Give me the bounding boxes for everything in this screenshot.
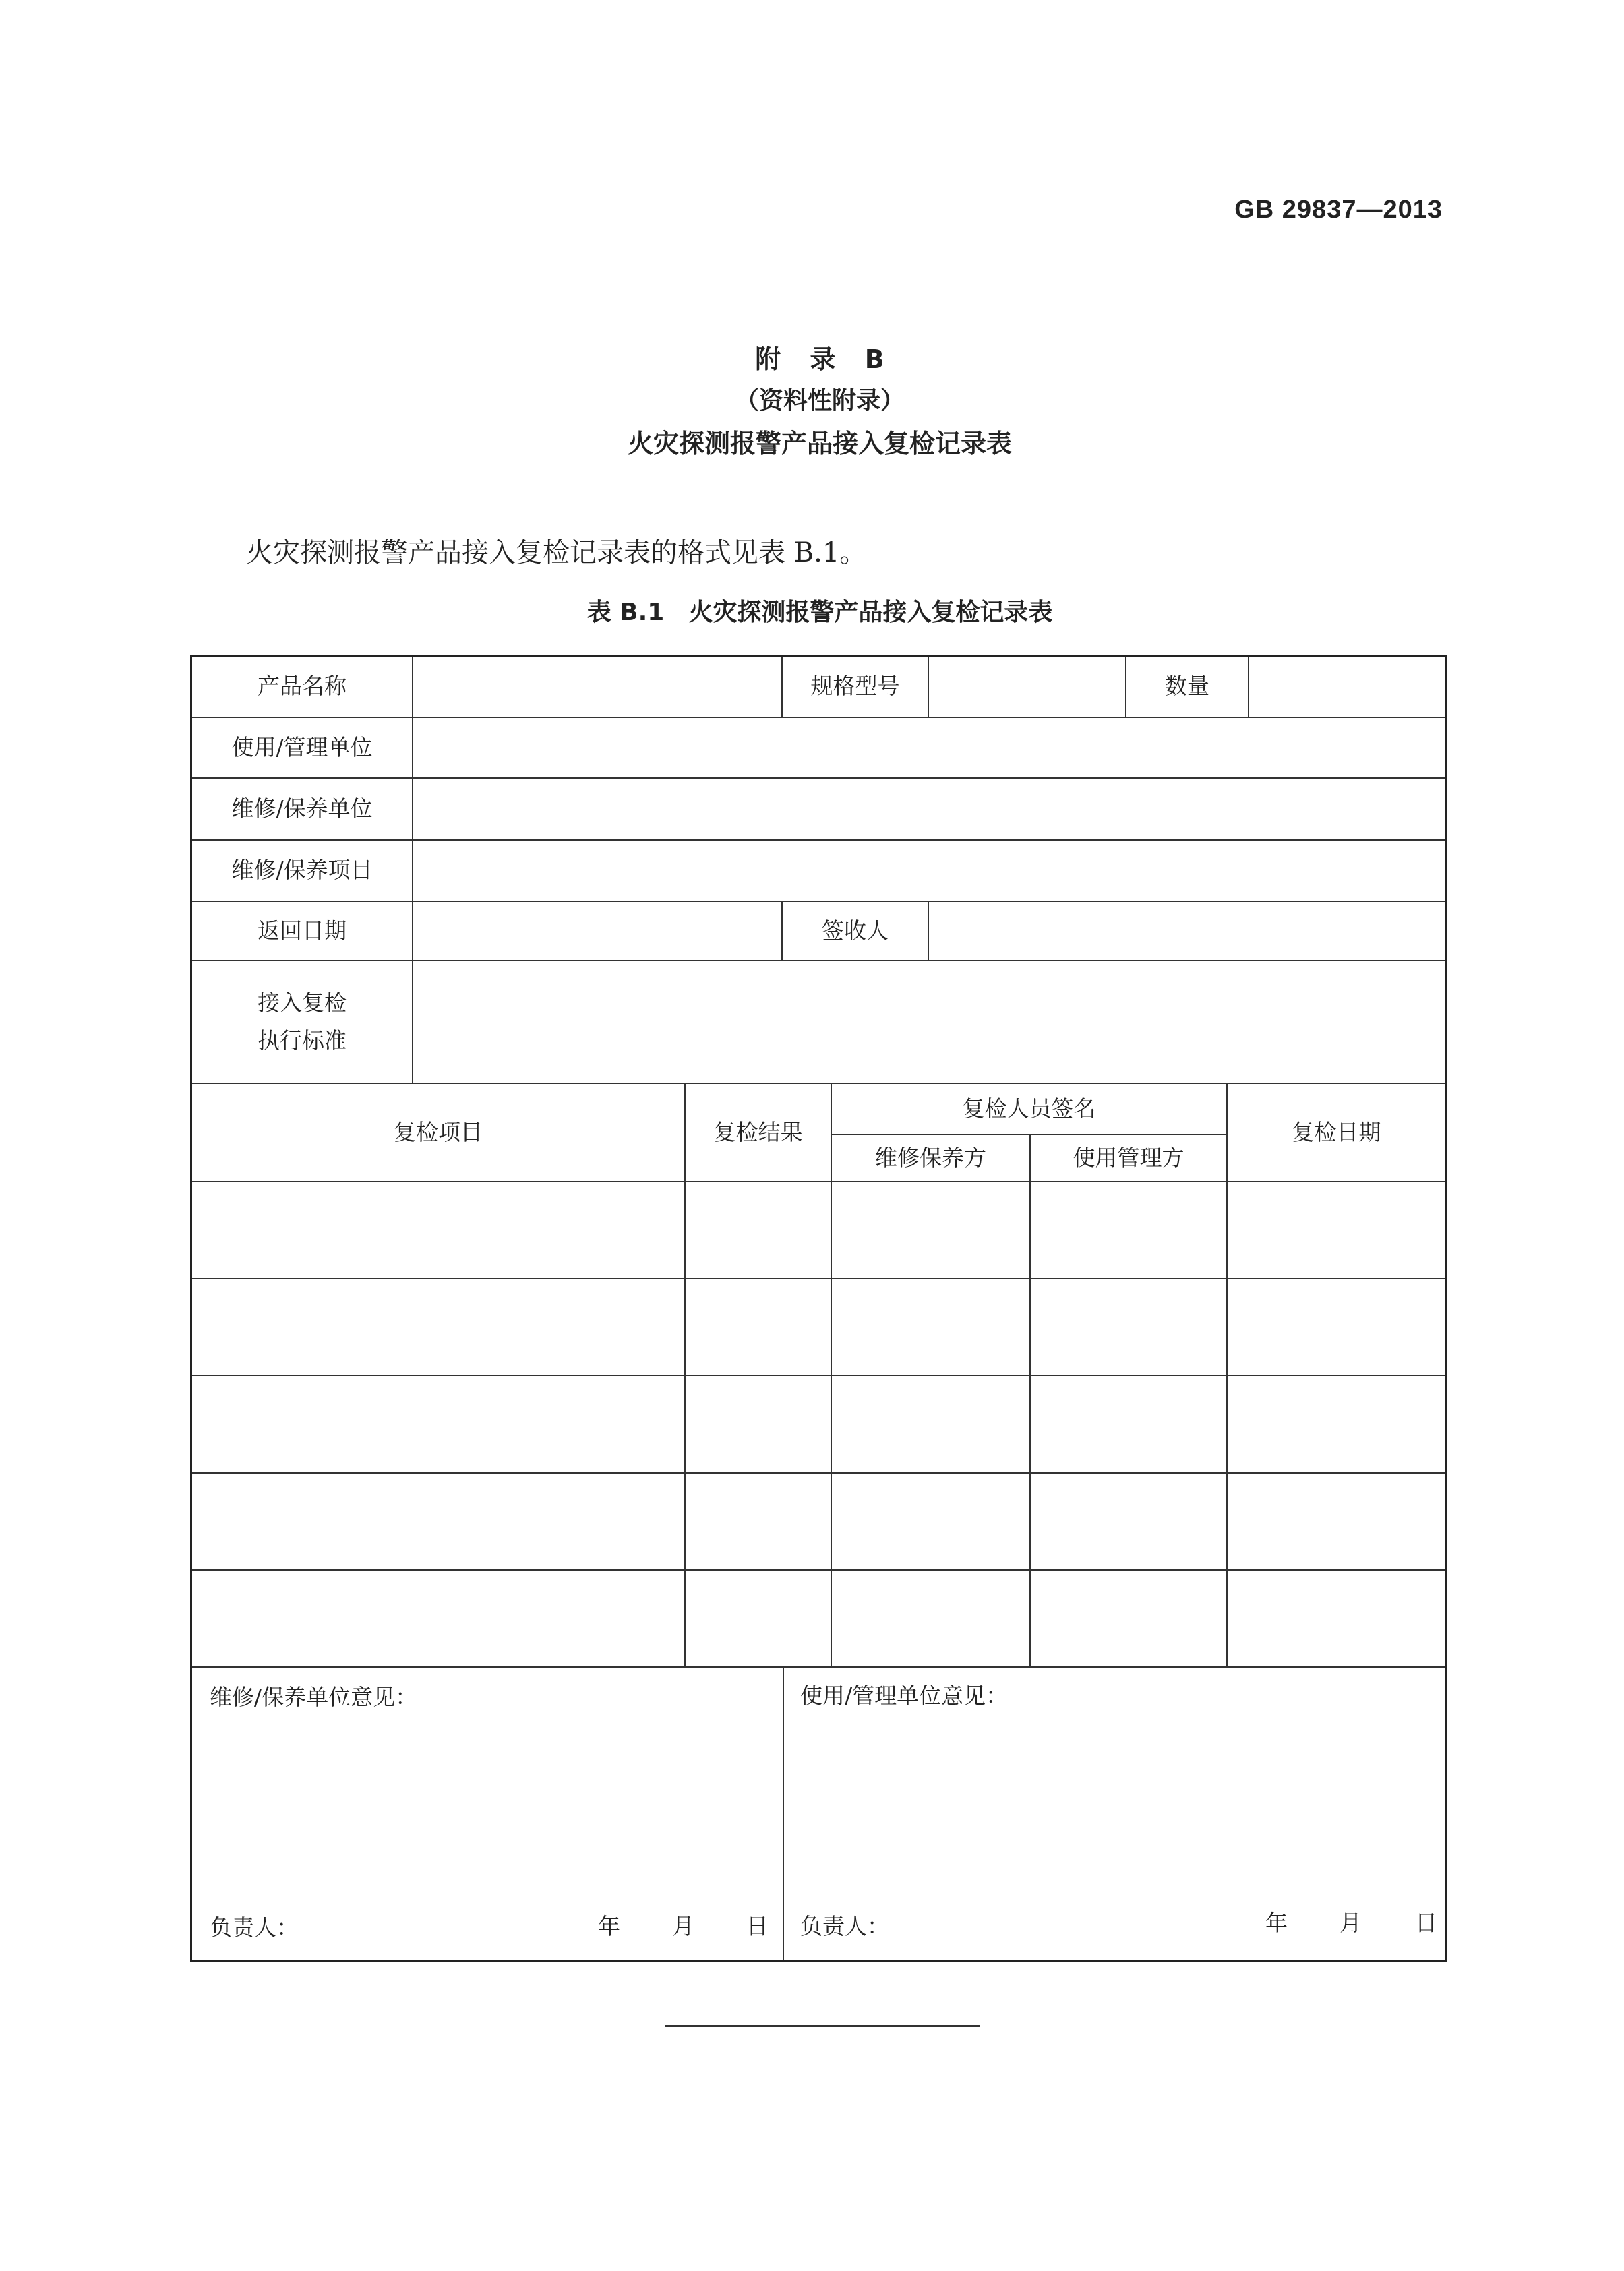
data-cell[interactable] (192, 1376, 686, 1474)
data-cell[interactable] (192, 1571, 686, 1668)
data-cell[interactable] (1031, 1279, 1228, 1376)
record-table (190, 655, 1447, 1962)
end-rule (665, 2025, 980, 2027)
field-return-date[interactable] (413, 902, 783, 961)
data-cell[interactable] (686, 1182, 832, 1279)
field-maint-unit[interactable] (413, 779, 1445, 841)
data-cell[interactable] (1228, 1376, 1445, 1474)
data-cell[interactable] (1228, 1571, 1445, 1668)
field-user-unit[interactable] (413, 718, 1445, 779)
data-cell[interactable] (832, 1182, 1031, 1279)
label-model: 规格型号 (783, 657, 929, 718)
maint-month-label: 月 (672, 1913, 694, 1939)
appendix-name: 火灾探测报警产品接入复检记录表 (627, 429, 1012, 458)
label-standard-line2: 执行标准 (258, 1027, 347, 1054)
data-cell[interactable] (686, 1376, 832, 1474)
data-cell[interactable] (832, 1279, 1031, 1376)
data-cell[interactable] (832, 1474, 1031, 1571)
label-standard-line1: 接入复检 (258, 989, 347, 1016)
data-cell[interactable] (1031, 1474, 1228, 1571)
field-maint-items[interactable] (413, 841, 1445, 902)
field-standard[interactable] (413, 961, 1445, 1084)
data-cell[interactable] (1228, 1474, 1445, 1571)
col-result: 复检结果 (686, 1084, 832, 1182)
col-sign-maint: 维修保养方 (832, 1135, 1031, 1182)
col-item: 复检项目 (192, 1084, 686, 1182)
maint-year-label: 年 (598, 1913, 620, 1939)
table-caption: 表 B.1 火灾探测报警产品接入复检记录表 (587, 599, 1053, 626)
label-maint-items: 维修/保养项目 (192, 841, 413, 902)
data-cell[interactable] (192, 1279, 686, 1376)
field-product-name[interactable] (413, 657, 783, 718)
label-return-date: 返回日期 (192, 902, 413, 961)
user-month-label: 月 (1340, 1910, 1362, 1936)
user-opinion-label: 使用/管理单位意见： (800, 1683, 1009, 1709)
data-cell[interactable] (192, 1474, 686, 1571)
data-cell[interactable] (1228, 1279, 1445, 1376)
data-cell[interactable] (1031, 1376, 1228, 1474)
user-responsible-label: 负责人： (800, 1913, 889, 1939)
maint-day-label: 日 (746, 1913, 769, 1939)
col-sign-user: 使用管理方 (1031, 1135, 1228, 1182)
label-receiver: 签收人 (783, 902, 929, 961)
maint-responsible-label: 负责人： (210, 1914, 299, 1941)
user-year-label: 年 (1265, 1910, 1288, 1936)
intro-text: 火灾探测报警产品接入复检记录表的格式见表 B.1。 (246, 537, 867, 568)
label-maint-unit: 维修/保养单位 (192, 779, 413, 841)
data-cell[interactable] (1228, 1182, 1445, 1279)
data-cell[interactable] (192, 1182, 686, 1279)
maint-opinion-label: 维修/保养单位意见： (210, 1684, 418, 1710)
field-model[interactable] (929, 657, 1126, 718)
label-quantity: 数量 (1126, 657, 1249, 718)
label-standard (192, 961, 413, 1084)
data-cell[interactable] (686, 1474, 832, 1571)
field-receiver[interactable] (929, 902, 1445, 961)
user-day-label: 日 (1415, 1910, 1437, 1936)
col-date: 复检日期 (1228, 1084, 1445, 1182)
appendix-subtitle: （资料性附录） (734, 387, 905, 415)
label-user-unit: 使用/管理单位 (192, 718, 413, 779)
label-product-name: 产品名称 (192, 657, 413, 718)
appendix-title: 附 录 B (755, 344, 884, 374)
data-cell[interactable] (832, 1376, 1031, 1474)
data-cell[interactable] (686, 1279, 832, 1376)
data-cell[interactable] (1031, 1571, 1228, 1668)
data-cell[interactable] (832, 1571, 1031, 1668)
field-quantity[interactable] (1249, 657, 1445, 718)
data-cell[interactable] (1031, 1182, 1228, 1279)
standard-number: GB 29837—2013 (1234, 195, 1443, 224)
col-sign: 复检人员签名 (832, 1084, 1228, 1135)
data-cell[interactable] (686, 1571, 832, 1668)
